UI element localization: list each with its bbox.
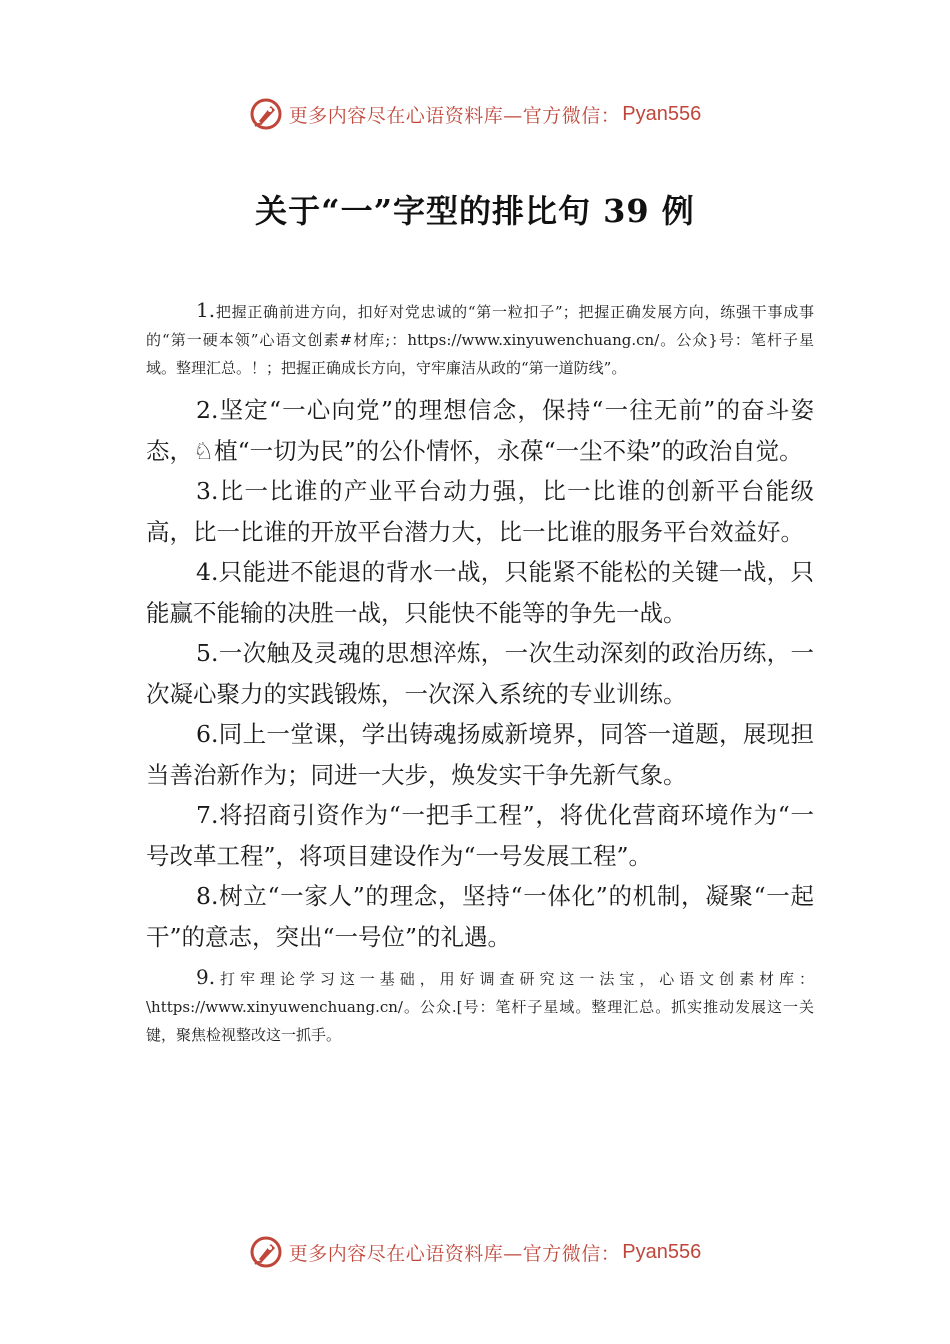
banner-text: 更多内容尽在心语资料库—官方微信： [288, 104, 621, 127]
pen-nib-logo-icon [249, 97, 283, 131]
footer-banner [0, 1232, 950, 1272]
list-item [146, 714, 814, 795]
list-item [146, 471, 814, 552]
item-text: 同上一堂课，学出铸魂扬威新境界，同答一道题，展现担当善治新作为；同进一大步，焕发实干争先新气象。 [146, 720, 814, 789]
item-text: 坚定“一心向党”的理想信念，保持“一往无前”的奋斗姿态，♘植“一切为民”的公仆情怀，永葆“一尘不染”的政治自觉。 [146, 396, 814, 465]
item-text: 比一比谁的产业平台动力强，比一比谁的创新平台能级高，比一比谁的开放平台潜力大，比一比谁的服务平台效益好。 [146, 477, 814, 546]
list-item [146, 633, 814, 714]
banner-text: 更多内容尽在心语资料库—官方微信： [288, 1242, 621, 1265]
item-number: 6. [196, 720, 219, 748]
item-number: 1. [196, 298, 216, 322]
item-number: 3. [196, 477, 219, 505]
item-text: 只能进不能退的背水一战，只能紧不能松的关键一战，只能赢不能输的决胜一战，只能快不能等的争先一战。 [146, 558, 814, 627]
item-number: 4. [196, 558, 219, 586]
item-number: 7. [196, 801, 219, 829]
list-item [146, 296, 814, 382]
document-title: 关于“一”字型的排比句 39 例 [255, 192, 695, 230]
document-body [146, 296, 814, 1049]
item-text: 将招商引资作为“一把手工程”，将优化营商环境作为“一号改革工程”，将项目建设作为“一号发展工程”。 [146, 801, 814, 870]
item-number: 8. [196, 882, 219, 910]
item-text: 一次触及灵魂的思想淬炼，一次生动深刻的政治历练，一次凝心聚力的实践锻炼，一次深入系统的专业训练。 [146, 639, 814, 708]
banner-brand: Pyan556 [622, 1240, 702, 1263]
item-text: 把握正确前进方向，扣好对党忠诚的“第一粒扣子”；把握正确发展方向，练强干事成事的“第一硬本领”心语文创素#材库;：https://www.xinyuwenchuang.cn/。公众}号：笔杆子星域。整理汇总。！；把握正确成长方向，守牢廉洁从政的“第一道防线”。 [146, 303, 814, 377]
item-text: 打牢理论学习这一基础，用好调查研究这一法宝，心语文创素材库：\https://www.xinyuwenchuang.cn/。公众.[号：笔杆子星域。整理汇总。抓实推动发展这一关键，聚焦检视整改这一抓手。 [146, 970, 814, 1044]
list-item [146, 390, 814, 471]
item-text: 树立“一家人”的理念，坚持“一体化”的机制，凝聚“一起干”的意志，突出“一号位”的礼遇。 [146, 882, 814, 951]
item-number: 5. [196, 639, 219, 667]
list-item [146, 795, 814, 876]
list-item [146, 876, 814, 957]
pen-nib-logo-icon [249, 1235, 283, 1269]
list-item [146, 552, 814, 633]
item-number: 9. [196, 965, 216, 989]
item-number: 2. [196, 396, 219, 424]
banner-brand: Pyan556 [622, 102, 702, 125]
list-item [146, 963, 814, 1049]
header-banner [0, 94, 950, 134]
